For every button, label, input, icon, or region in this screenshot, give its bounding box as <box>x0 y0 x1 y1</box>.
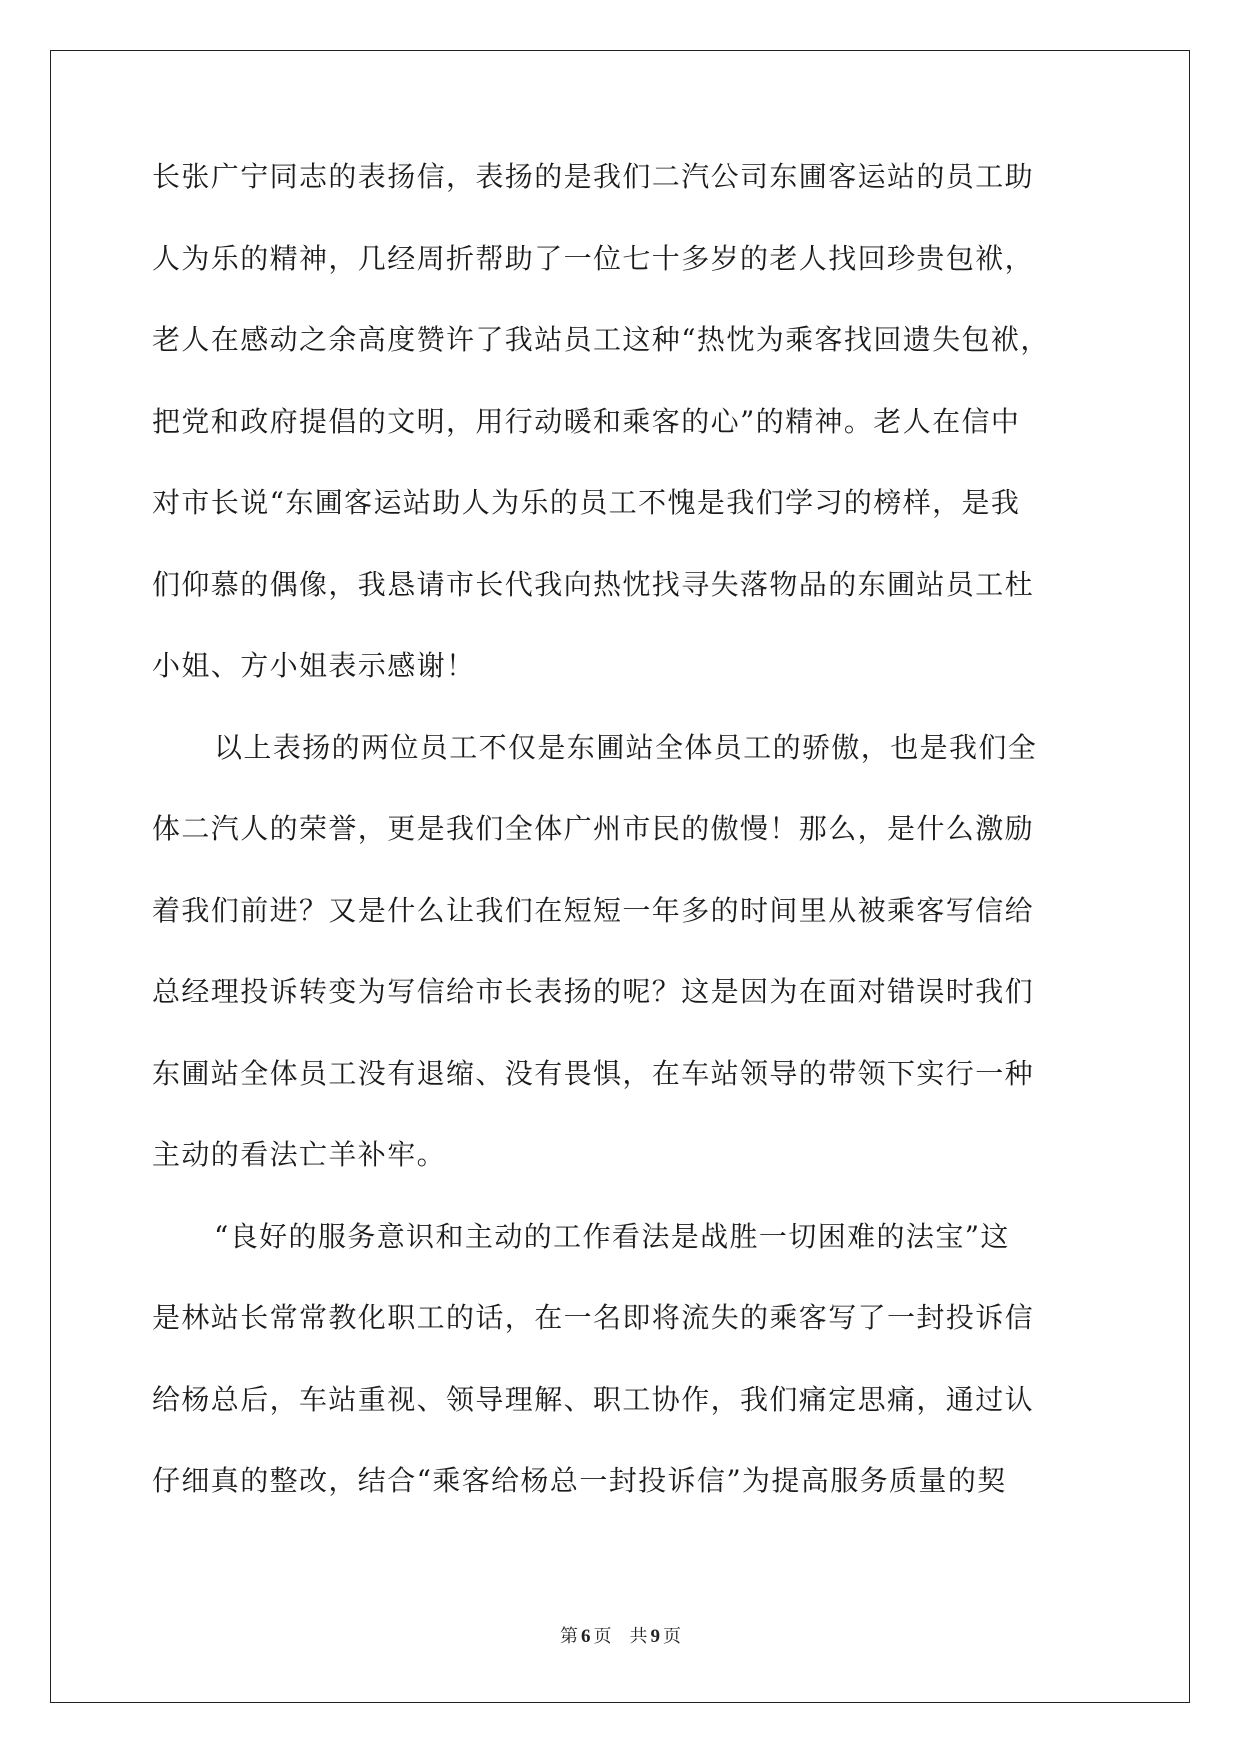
text-line: 是林站长常常教化职工的话，在一名即将流失的乘客写了一封投诉信 <box>152 1301 1035 1334</box>
current-page-number: 6 <box>581 1626 591 1647</box>
footer-total-suffix: 页 <box>663 1626 681 1647</box>
paragraph-start-line: 以上表扬的两位员工不仅是东圃站全体员工的骄傲，也是我们全 <box>214 730 1038 764</box>
total-pages-number: 9 <box>650 1626 660 1647</box>
text-line: 对市长说“东圃客运站助人为乐的员工不愧是我们学习的榜样，是我 <box>152 486 1021 519</box>
text-line: 主动的看法亡羊补牢。 <box>152 1138 447 1171</box>
text-line: 给杨总后，车站重视、领导理解、职工协作，我们痛定思痛，通过认 <box>152 1382 1035 1416</box>
page-footer <box>0 1622 1241 1648</box>
text-line: 老人在感动之余高度赞许了我站员工这种“热忱为乘客找回遗失包袱， <box>152 323 1050 356</box>
footer-prefix: 第 <box>560 1626 578 1647</box>
text-line: 着我们前进？又是什么让我们在短短一年多的时间里从被乘客写信给 <box>152 893 1035 927</box>
footer-total-prefix: 共 <box>629 1626 648 1647</box>
text-line: 总经理投诉转变为写信给市长表扬的呢？这是因为在面对错误时我们 <box>152 975 1035 1008</box>
text-line: 东圃站全体员工没有退缩、没有畏惧，在车站领导的带领下实行一种 <box>152 1056 1035 1090</box>
text-line: 们仰慕的偶像，我恳请市长代我向热忱找寻失落物品的东圃站员工杜 <box>152 567 1035 601</box>
text-line: 仔细真的整改，结合“乘客给杨总一封投诉信”为提高服务质量的契 <box>152 1464 1007 1497</box>
text-line: 长张广宁同志的表扬信，表扬的是我们二汽公司东圃客运站的员工助 <box>152 160 1035 193</box>
document-body <box>152 160 1092 1546</box>
footer-page-word: 页 <box>593 1626 612 1647</box>
text-line: 体二汽人的荣誉，更是我们全体广州市民的傲慢！那么，是什么激励 <box>152 812 1035 845</box>
text-line: 小姐、方小姐表示感谢！ <box>152 649 476 682</box>
paragraph-start-line: “良好的服务意识和主动的工作看法是战胜一切困难的法宝”这 <box>214 1219 1010 1253</box>
text-line: 把党和政府提倡的文明，用行动暖和乘客的心”的精神。老人在信中 <box>152 404 1021 438</box>
text-line: 人为乐的精神，几经周折帮助了一位七十多岁的老人找回珍贵包袱， <box>152 241 1035 275</box>
